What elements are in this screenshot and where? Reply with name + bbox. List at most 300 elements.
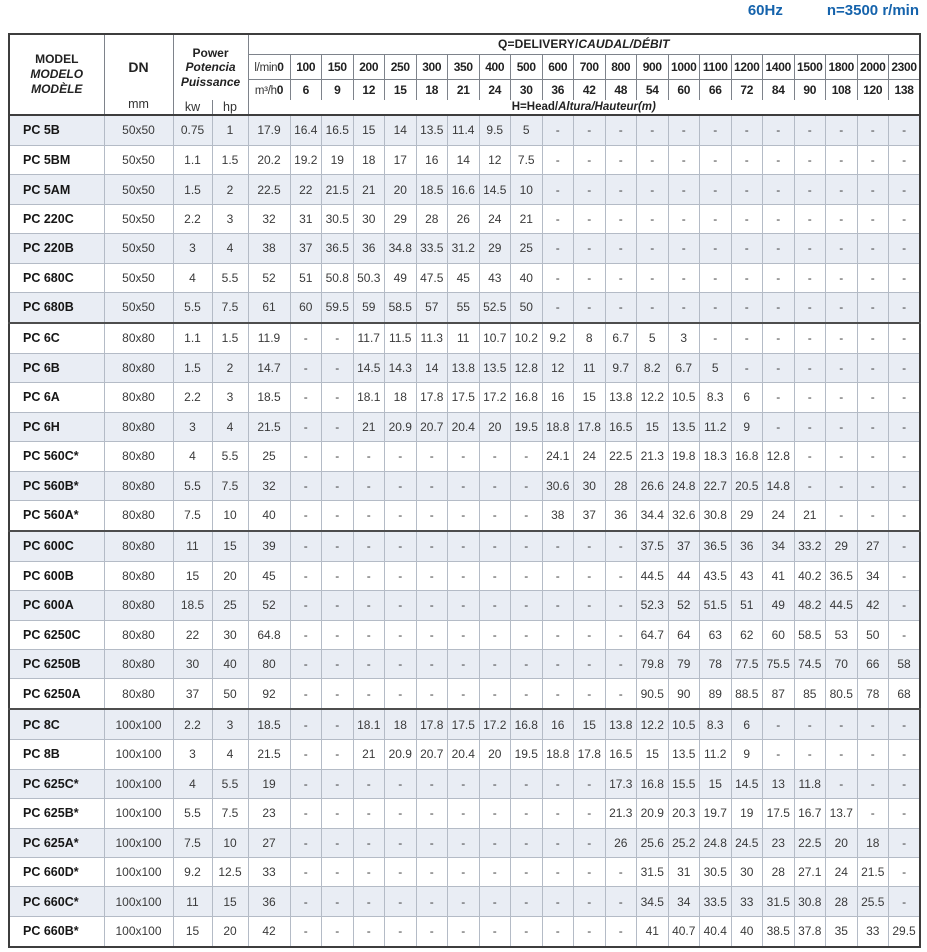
head-cell: - (542, 561, 574, 590)
table-row (9, 353, 920, 382)
lmin-value-header: 1400 (763, 54, 795, 79)
head-cell: 19 (322, 145, 354, 174)
head-cell: 34 (668, 887, 700, 916)
head-cell: - (857, 115, 889, 145)
head-cell: 21.3 (605, 799, 637, 828)
m3h-value-header: 15 (385, 79, 417, 100)
head-cell: - (385, 828, 417, 857)
kw-cell: 2.2 (173, 383, 212, 412)
m3h-value-header: 6 (290, 79, 322, 100)
head-cell: - (826, 740, 858, 769)
head-cell: - (416, 620, 448, 649)
head-cell: 52.5 (479, 293, 511, 323)
hp-cell: 10 (212, 500, 248, 530)
head-cell: - (416, 828, 448, 857)
head-cell: 13.5 (479, 353, 511, 382)
dn-cell: 80x80 (104, 561, 173, 590)
head-cell: 49 (385, 263, 417, 292)
head-cell: 17.3 (605, 769, 637, 798)
m3h-value-header: 138 (889, 79, 921, 100)
head-title-italic: Altura/Hauteur(m) (558, 101, 656, 113)
head-cell: 16 (542, 383, 574, 412)
head-cell: 15 (574, 709, 606, 739)
hp-cell: 4 (212, 412, 248, 441)
head-cell: - (322, 442, 354, 471)
head-cell: - (637, 115, 669, 145)
head-cell: - (889, 293, 921, 323)
head-cell: - (763, 263, 795, 292)
dn-cell: 80x80 (104, 412, 173, 441)
dn-cell: 50x50 (104, 263, 173, 292)
head-cell: - (889, 620, 921, 649)
head-cell: - (889, 740, 921, 769)
head-cell: - (826, 383, 858, 412)
table-row (9, 679, 920, 709)
head-cell: 18.8 (542, 740, 574, 769)
head-cell: - (448, 769, 480, 798)
head-cell: 79 (668, 650, 700, 679)
kw-cell: 1.5 (173, 175, 212, 204)
head-cell: - (290, 679, 322, 709)
head-cell: - (889, 204, 921, 233)
dn-cell: 50x50 (104, 293, 173, 323)
head-cell: 22.5 (794, 828, 826, 857)
head-cell: - (889, 471, 921, 500)
head-cell: 90 (668, 679, 700, 709)
head-cell: 33.2 (794, 531, 826, 561)
kw-cell: 1.5 (173, 353, 212, 382)
head-cell: - (857, 412, 889, 441)
head-cell: - (700, 293, 732, 323)
head-cell: - (731, 145, 763, 174)
head-cell: - (763, 145, 795, 174)
head-cell: 17.8 (574, 740, 606, 769)
head-cell: - (826, 293, 858, 323)
lmin-value-header: 1100 (700, 54, 732, 79)
head-cell: 24 (763, 500, 795, 530)
head-cell: 19.2 (290, 145, 322, 174)
head-cell: 6.7 (668, 353, 700, 382)
head-cell: 87 (763, 679, 795, 709)
head-cell: 31 (290, 204, 322, 233)
head-cell: - (479, 799, 511, 828)
head-cell: 19.7 (700, 799, 732, 828)
head-cell: - (385, 620, 417, 649)
kw-cell: 15 (173, 561, 212, 590)
head-cell: - (448, 561, 480, 590)
head-cell: 18 (385, 709, 417, 739)
head-cell: 18 (857, 828, 889, 857)
power-label-fr: Puissance (180, 74, 241, 89)
head-cell: - (668, 115, 700, 145)
head-cell: - (416, 857, 448, 886)
head-cell: - (857, 323, 889, 353)
head-cell: 59 (353, 293, 385, 323)
table-row (9, 709, 920, 739)
head-cell: - (290, 353, 322, 382)
head-cell: 21.5 (248, 740, 290, 769)
head-cell: 10.5 (668, 709, 700, 739)
hp-cell: 2 (212, 175, 248, 204)
head-cell: - (542, 204, 574, 233)
head-cell: 13.5 (416, 115, 448, 145)
head-cell: - (889, 769, 921, 798)
head-cell: 85 (794, 679, 826, 709)
head-cell: - (857, 145, 889, 174)
m3h-value-header: 90 (794, 79, 826, 100)
head-cell: 28 (763, 857, 795, 886)
table-row (9, 650, 920, 679)
kw-cell: 11 (173, 531, 212, 561)
model-cell: PC 5B (9, 115, 104, 145)
head-cell: - (322, 353, 354, 382)
head-cell: - (826, 769, 858, 798)
head-cell: - (290, 531, 322, 561)
head-cell: - (889, 353, 921, 382)
head-cell: - (353, 650, 385, 679)
head-cell: 37 (668, 531, 700, 561)
head-cell: - (605, 857, 637, 886)
head-cell: - (605, 531, 637, 561)
power-label-en: Power (192, 45, 229, 60)
model-cell: PC 220C (9, 204, 104, 233)
head-cell: - (511, 650, 543, 679)
head-cell: 26.6 (637, 471, 669, 500)
head-cell: 14.5 (731, 769, 763, 798)
hp-cell: 30 (212, 620, 248, 649)
head-cell: 21 (353, 740, 385, 769)
table-row (9, 442, 920, 471)
head-cell: - (290, 591, 322, 620)
head-cell: 42 (857, 591, 889, 620)
model-cell: PC 6B (9, 353, 104, 382)
head-cell: 21 (794, 500, 826, 530)
head-cell: 25.5 (857, 887, 889, 916)
operating-conditions (748, 2, 919, 19)
hp-cell: 25 (212, 591, 248, 620)
head-cell: 12.2 (637, 709, 669, 739)
head-cell: - (385, 561, 417, 590)
dn-cell: 50x50 (104, 234, 173, 263)
head-cell: 35 (826, 916, 858, 947)
head-cell: 64.7 (637, 620, 669, 649)
dn-cell: 80x80 (104, 500, 173, 530)
head-cell: - (448, 531, 480, 561)
head-cell: - (385, 887, 417, 916)
head-cell: - (542, 531, 574, 561)
head-title (248, 100, 920, 115)
head-cell: - (353, 887, 385, 916)
dn-cell: 80x80 (104, 591, 173, 620)
head-cell: - (479, 650, 511, 679)
dn-cell: 80x80 (104, 650, 173, 679)
head-cell: - (857, 471, 889, 500)
dn-cell: 80x80 (104, 471, 173, 500)
head-cell: - (290, 857, 322, 886)
head-cell: 30.6 (542, 471, 574, 500)
head-cell: 13.5 (668, 412, 700, 441)
model-label-es: MODELO (30, 67, 84, 81)
head-cell: 18.5 (248, 383, 290, 412)
head-cell: 51.5 (700, 591, 732, 620)
head-cell: - (385, 471, 417, 500)
head-cell: - (322, 620, 354, 649)
head-cell: - (794, 353, 826, 382)
head-cell: - (731, 353, 763, 382)
head-cell: - (826, 145, 858, 174)
head-cell: 17 (385, 145, 417, 174)
m3h-value-header: 72 (731, 79, 763, 100)
head-cell: 14 (385, 115, 417, 145)
head-cell: - (794, 709, 826, 739)
head-cell: - (605, 916, 637, 947)
head-cell: 9.2 (542, 323, 574, 353)
head-cell: 24.8 (700, 828, 732, 857)
head-cell: - (511, 561, 543, 590)
head-cell: - (479, 442, 511, 471)
head-cell: - (542, 115, 574, 145)
dn-cell: 100x100 (104, 887, 173, 916)
head-cell: - (700, 234, 732, 263)
m3h-value-header: 66 (700, 79, 732, 100)
head-cell: 26 (448, 204, 480, 233)
head-cell: 43.5 (700, 561, 732, 590)
head-cell: 18 (353, 145, 385, 174)
head-cell: 78 (700, 650, 732, 679)
head-cell: 75.5 (763, 650, 795, 679)
hp-unit-header: hp (212, 100, 248, 115)
head-cell: - (889, 323, 921, 353)
head-cell: - (889, 234, 921, 263)
head-cell: 13.8 (448, 353, 480, 382)
head-cell: 29 (385, 204, 417, 233)
hp-cell: 20 (212, 561, 248, 590)
kw-cell: 0.75 (173, 115, 212, 145)
hp-cell: 5.5 (212, 769, 248, 798)
head-cell: - (857, 263, 889, 292)
head-cell: 53 (826, 620, 858, 649)
head-cell: - (511, 531, 543, 561)
head-cell: - (889, 709, 921, 739)
hp-cell: 2 (212, 353, 248, 382)
head-cell: - (574, 916, 606, 947)
head-cell: 80 (248, 650, 290, 679)
head-cell: 24.1 (542, 442, 574, 471)
head-cell: 17.5 (448, 709, 480, 739)
dn-cell: 50x50 (104, 115, 173, 145)
head-cell: - (385, 531, 417, 561)
head-cell: - (448, 799, 480, 828)
head-cell: 37 (290, 234, 322, 263)
head-cell: 7.5 (511, 145, 543, 174)
kw-cell: 7.5 (173, 500, 212, 530)
head-cell: 39 (248, 531, 290, 561)
head-cell: - (416, 887, 448, 916)
head-cell: - (668, 234, 700, 263)
head-cell: 12.2 (637, 383, 669, 412)
table-row (9, 323, 920, 353)
head-cell: - (479, 887, 511, 916)
head-cell: 8.3 (700, 383, 732, 412)
kw-cell: 1.1 (173, 323, 212, 353)
head-cell: - (794, 145, 826, 174)
head-cell: - (511, 828, 543, 857)
head-cell: - (290, 740, 322, 769)
kw-cell: 3 (173, 234, 212, 263)
table-body (9, 115, 920, 947)
head-cell: - (479, 561, 511, 590)
head-cell: - (794, 412, 826, 441)
head-cell: 15 (637, 412, 669, 441)
head-cell: 27 (248, 828, 290, 857)
lmin-value-header: 500 (511, 54, 543, 79)
head-cell: - (290, 620, 322, 649)
head-cell: 16.8 (511, 709, 543, 739)
head-cell: - (416, 442, 448, 471)
head-cell: 33 (731, 887, 763, 916)
head-cell: - (511, 799, 543, 828)
head-cell: 34.5 (637, 887, 669, 916)
head-cell: - (574, 887, 606, 916)
kw-cell: 9.2 (173, 857, 212, 886)
head-cell: - (889, 799, 921, 828)
head-cell: - (826, 353, 858, 382)
head-cell: - (416, 531, 448, 561)
head-cell: - (826, 412, 858, 441)
head-cell: - (353, 500, 385, 530)
table-row (9, 769, 920, 798)
m3h-unit-label: m³/h (254, 84, 277, 97)
head-cell: - (857, 769, 889, 798)
dn-cell: 50x50 (104, 145, 173, 174)
head-cell: 13 (763, 769, 795, 798)
head-cell: 17.2 (479, 383, 511, 412)
head-cell: 20.9 (385, 740, 417, 769)
head-cell: - (605, 679, 637, 709)
head-cell: 29 (479, 234, 511, 263)
lmin-zero-value: 0 (277, 59, 284, 74)
head-cell: 8.2 (637, 353, 669, 382)
head-cell: 19 (248, 769, 290, 798)
m3h-value-header: 18 (416, 79, 448, 100)
head-cell: 10.2 (511, 323, 543, 353)
head-cell: - (763, 323, 795, 353)
model-cell: PC 600B (9, 561, 104, 590)
hp-cell: 5.5 (212, 263, 248, 292)
head-cell: - (637, 234, 669, 263)
dn-cell: 80x80 (104, 442, 173, 471)
head-cell: 43 (479, 263, 511, 292)
head-cell: - (794, 115, 826, 145)
head-cell: 36 (248, 887, 290, 916)
head-cell: - (322, 916, 354, 947)
head-cell: - (479, 531, 511, 561)
head-cell: 23 (763, 828, 795, 857)
head-cell: 60 (290, 293, 322, 323)
head-cell: - (857, 204, 889, 233)
head-cell: 22.5 (248, 175, 290, 204)
lmin-value-header: 150 (322, 54, 354, 79)
head-cell: - (290, 412, 322, 441)
head-cell: - (605, 145, 637, 174)
head-cell: - (763, 383, 795, 412)
head-cell: 36.5 (826, 561, 858, 590)
dn-cell: 80x80 (104, 353, 173, 382)
head-cell: 21.3 (637, 442, 669, 471)
head-cell: - (574, 679, 606, 709)
dn-cell: 50x50 (104, 204, 173, 233)
lmin-value-header: 400 (479, 54, 511, 79)
head-cell: - (605, 263, 637, 292)
head-cell: 6 (731, 709, 763, 739)
head-cell: 50 (511, 293, 543, 323)
head-cell: 33.5 (416, 234, 448, 263)
head-cell: 57 (416, 293, 448, 323)
head-cell: - (857, 799, 889, 828)
head-cell: 30.8 (794, 887, 826, 916)
head-cell: 58 (889, 650, 921, 679)
head-cell: - (385, 857, 417, 886)
head-cell: 17.8 (416, 383, 448, 412)
head-cell: - (479, 591, 511, 620)
head-cell: - (605, 887, 637, 916)
head-cell: - (542, 799, 574, 828)
head-cell: - (290, 709, 322, 739)
head-cell: - (353, 620, 385, 649)
head-cell: 27 (857, 531, 889, 561)
head-cell: 41 (763, 561, 795, 590)
kw-cell: 30 (173, 650, 212, 679)
head-cell: - (794, 442, 826, 471)
head-cell: 14 (448, 145, 480, 174)
lmin-value-header: 700 (574, 54, 606, 79)
hp-cell: 4 (212, 234, 248, 263)
m3h-value-header: 24 (479, 79, 511, 100)
head-cell: - (290, 799, 322, 828)
head-cell: - (322, 740, 354, 769)
model-cell: PC 660B* (9, 916, 104, 947)
head-cell: - (322, 500, 354, 530)
head-cell: - (668, 204, 700, 233)
model-cell: PC 6C (9, 323, 104, 353)
kw-cell: 15 (173, 916, 212, 947)
head-cell: 90.5 (637, 679, 669, 709)
head-cell: - (857, 234, 889, 263)
head-cell: - (542, 145, 574, 174)
head-cell: - (479, 679, 511, 709)
lmin-value-header: 900 (637, 54, 669, 79)
dn-cell: 100x100 (104, 799, 173, 828)
head-cell: - (889, 263, 921, 292)
head-cell: - (637, 145, 669, 174)
m3h-value-header: 48 (605, 79, 637, 100)
head-cell: 16.5 (605, 412, 637, 441)
head-cell: - (826, 175, 858, 204)
head-cell: 12 (542, 353, 574, 382)
head-cell: 6 (731, 383, 763, 412)
head-cell: 40.7 (668, 916, 700, 947)
head-cell: 30.5 (700, 857, 732, 886)
head-cell: - (448, 591, 480, 620)
head-cell: 19 (731, 799, 763, 828)
head-cell: 21 (353, 175, 385, 204)
head-cell: - (637, 293, 669, 323)
head-cell: - (794, 204, 826, 233)
head-cell: - (322, 769, 354, 798)
head-cell: 51 (290, 263, 322, 292)
head-cell: 33 (857, 916, 889, 947)
model-cell: PC 600A (9, 591, 104, 620)
